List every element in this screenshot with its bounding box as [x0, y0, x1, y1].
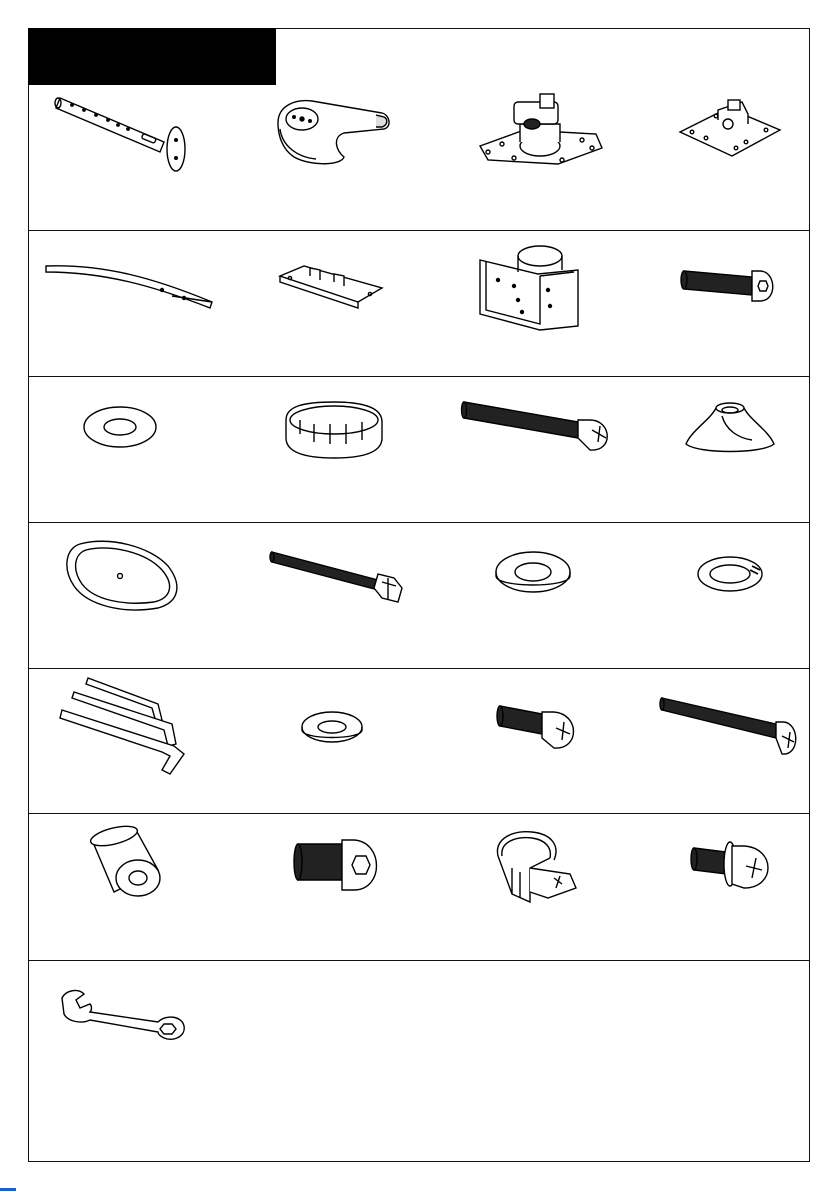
pole-clamp-bracket-icon	[478, 240, 584, 332]
row-divider	[28, 960, 810, 961]
row-divider	[28, 813, 810, 814]
large-flat-washer-icon	[492, 548, 574, 598]
allen-keys-icon	[58, 676, 200, 776]
row-divider	[28, 230, 810, 231]
open-end-wrench-icon	[58, 988, 188, 1040]
row-divider	[28, 668, 810, 669]
spacer-cylinder-icon	[84, 826, 164, 898]
hex-head-bolt-icon	[270, 548, 410, 606]
oval-sleeve-icon	[280, 398, 388, 462]
c-shaped-base-icon	[272, 95, 397, 170]
pole-cover-cap-icon	[682, 400, 778, 456]
split-lock-washer-icon	[694, 552, 766, 596]
long-phillips-screw-icon	[460, 398, 616, 454]
flat-washer-icon	[80, 402, 160, 452]
slide-bracket-icon	[276, 262, 386, 310]
row-divider	[28, 376, 810, 377]
header-tab	[28, 28, 276, 85]
row-divider	[28, 522, 810, 523]
oval-base-plate-icon	[58, 538, 182, 616]
short-phillips-screw-icon	[496, 700, 582, 752]
button-head-socket-screw-icon	[294, 838, 384, 892]
tilt-head-vesa-plate-small-icon	[676, 96, 786, 168]
phillips-screw-with-washer-icon	[690, 840, 778, 892]
small-washer-icon	[298, 708, 366, 748]
tilt-head-vesa-plate-large-icon	[474, 90, 610, 174]
long-thin-phillips-screw-icon	[660, 694, 800, 758]
page-edge-mark	[0, 1188, 16, 1191]
upright-pole-icon	[52, 92, 197, 172]
cable-clip-icon	[490, 828, 582, 906]
hex-socket-bolt-icon	[680, 265, 780, 305]
curved-arm-bar-icon	[44, 256, 216, 312]
